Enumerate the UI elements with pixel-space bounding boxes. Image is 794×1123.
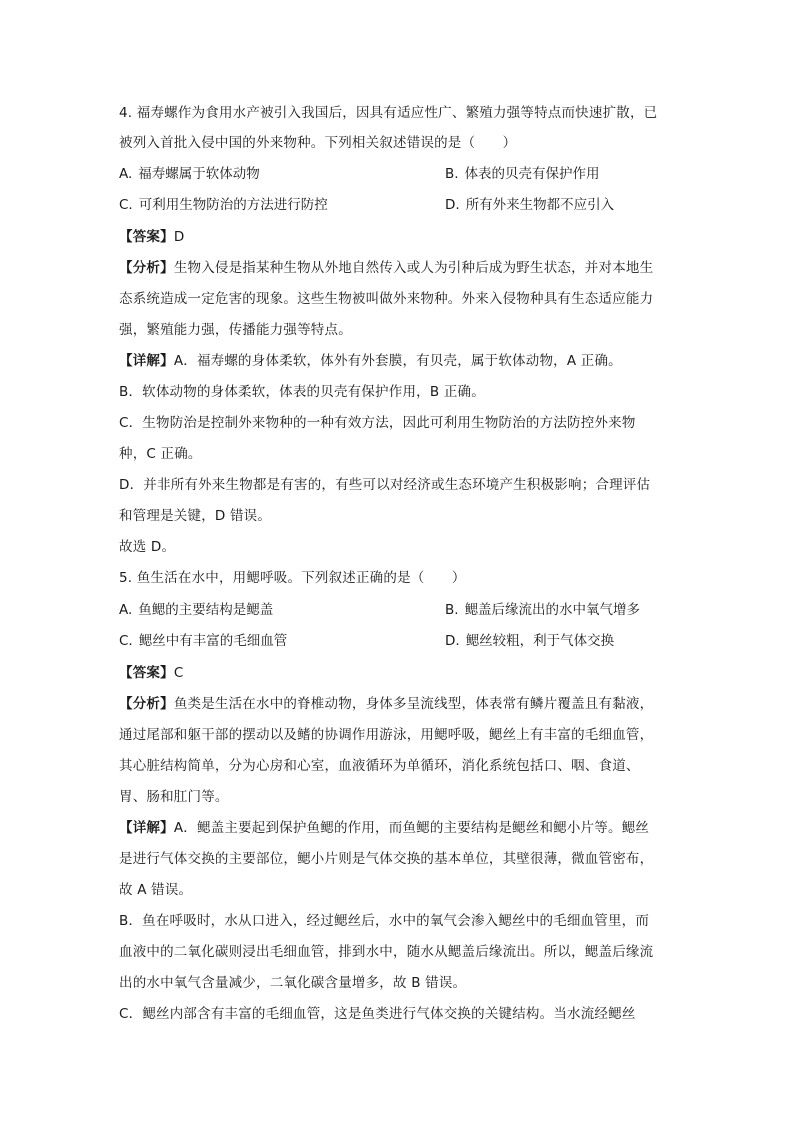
- q5-detail-line-b2: 血液中的二氧化碳则浸出毛细血管，排到水中，随水从鳃盖后缘流出。所以，鳃盖后缘流: [119, 944, 654, 960]
- detail-tag: 【详解】: [119, 820, 174, 836]
- analysis-tag: 【分析】: [119, 696, 174, 712]
- q4-detail-line-c2: 种，C 正确。: [119, 446, 202, 462]
- option-text: 体表的贝壳有保护作用: [464, 166, 600, 182]
- answer-tag: 【答案】: [119, 229, 174, 245]
- q5-detail-line-b3: 出的水中氧气含量减少，二氧化碳含量增多，故 B 错误。: [119, 975, 467, 991]
- q5-detail-line-a1: [119, 818, 649, 838]
- q5-option-d: [445, 631, 614, 651]
- option-letter: C.: [119, 197, 133, 213]
- q4-option-d: [445, 195, 614, 215]
- q5-option-b: [445, 600, 640, 620]
- detail-text: A．福寿螺的身体柔软，体外有外套膜，有贝壳，属于软体动物，A 正确。: [173, 353, 622, 369]
- q4-option-a: [119, 164, 260, 184]
- q4-detail-line-a: [119, 351, 622, 371]
- option-text: 可利用生物防治的方法进行防控: [138, 197, 328, 213]
- q5-detail-line-a3: 故 A 错误。: [119, 882, 193, 898]
- q4-analysis-line-1: [119, 258, 653, 278]
- answer-value: D: [173, 229, 185, 245]
- q4-detail-line-c1: C．生物防治是控制外来物种的一种有效方法，因此可利用生物防治的方法防控外来物: [119, 415, 636, 431]
- q4-detail-line-b: B．软体动物的身体柔软，体表的贝壳有保护作用，B 正确。: [119, 384, 485, 400]
- option-letter: D.: [445, 633, 460, 649]
- q5-option-c: [119, 631, 287, 651]
- q5-analysis-line-2: 通过尾部和躯干部的摆动以及鳍的协调作用游泳，用鳃呼吸，鳃丝上有丰富的毛细血管，: [119, 727, 654, 743]
- option-letter: D.: [445, 197, 460, 213]
- option-text: 鳃丝较粗，利于气体交换: [465, 633, 615, 649]
- q5-answer: [119, 663, 183, 683]
- q4-option-c: [119, 195, 328, 215]
- option-text: 所有外来生物都不应引入: [465, 197, 615, 213]
- q5-analysis-line-4: 胃、肠和肛门等。: [119, 789, 229, 805]
- q5-stem: 5. 鱼生活在水中，用鳃呼吸。下列叙述正确的是（ ）: [119, 570, 466, 586]
- option-text: 鳃盖后缘流出的水中氧气增多: [464, 602, 641, 618]
- q4-detail-line-d2: 和管理是关键，D 错误。: [119, 508, 272, 524]
- answer-value: C: [173, 665, 184, 681]
- answer-tag: 【答案】: [119, 665, 174, 681]
- option-letter: A.: [119, 602, 133, 618]
- q4-answer: [119, 227, 184, 247]
- option-letter: B.: [445, 602, 459, 618]
- option-text: 福寿螺属于软体动物: [138, 166, 260, 182]
- q5-option-a: [119, 600, 273, 620]
- analysis-text: 生物入侵是指某种生物从外地自然传入或人为引种后成为野生状态，并对本地生: [173, 260, 654, 276]
- q4-analysis-line-3: 强，繁殖能力强，传播能力强等特点。: [119, 322, 352, 338]
- option-text: 鳃丝中有丰富的毛细血管: [138, 633, 288, 649]
- option-text: 鱼鳃的主要结构是鳃盖: [138, 602, 274, 618]
- q5-detail-line-b1: B．鱼在呼吸时，水从口进入，经过鳃丝后，水中的氧气会渗入鳃丝中的毛细血管里，而: [119, 913, 650, 929]
- q4-analysis-line-2: 态系统造成一定危害的现象。这些生物被叫做外来物种。外来入侵物种具有生态适应能力: [119, 291, 654, 307]
- q4-option-b: [445, 164, 600, 184]
- option-letter: C.: [119, 633, 133, 649]
- option-letter: B.: [445, 166, 459, 182]
- q5-detail-line-a2: 是进行气体交换的主要部位，鳃小片则是气体交换的基本单位，其壁很薄，微血管密布，: [119, 851, 654, 867]
- analysis-tag: 【分析】: [119, 260, 174, 276]
- q4-conclusion: 故选 D。: [119, 539, 176, 555]
- q5-analysis-line-1: [119, 694, 653, 714]
- detail-text: A．鳃盖主要起到保护鱼鳃的作用，而鱼鳃的主要结构是鳃丝和鳃小片等。鳃丝: [173, 820, 650, 836]
- q4-stem-line-2: 被列入首批入侵中国的外来物种。下列相关叙述错误的是（ ）: [119, 135, 517, 151]
- q4-detail-line-d1: D．并非所有外来生物都是有害的，有些可以对经济或生态环境产生积极影响；合理评估: [119, 477, 651, 493]
- q4-stem-line-1: 4. 福寿螺作为食用水产被引入我国后，因具有适应性广、繁殖力强等特点而快速扩散，已: [119, 105, 658, 121]
- analysis-text: 鱼类是生活在水中的脊椎动物，身体多呈流线型，体表常有鳞片覆盖且有黏液，: [173, 696, 654, 712]
- q5-detail-line-c1: C．鳃丝内部含有丰富的毛细血管，这是鱼类进行气体交换的关键结构。当水流经鳃丝: [119, 1006, 636, 1022]
- q5-analysis-line-3: 其心脏结构简单，分为心房和心室，血液循环为单循环，消化系统包括口、咽、食道、: [119, 758, 640, 774]
- detail-tag: 【详解】: [119, 353, 174, 369]
- option-letter: A.: [119, 166, 133, 182]
